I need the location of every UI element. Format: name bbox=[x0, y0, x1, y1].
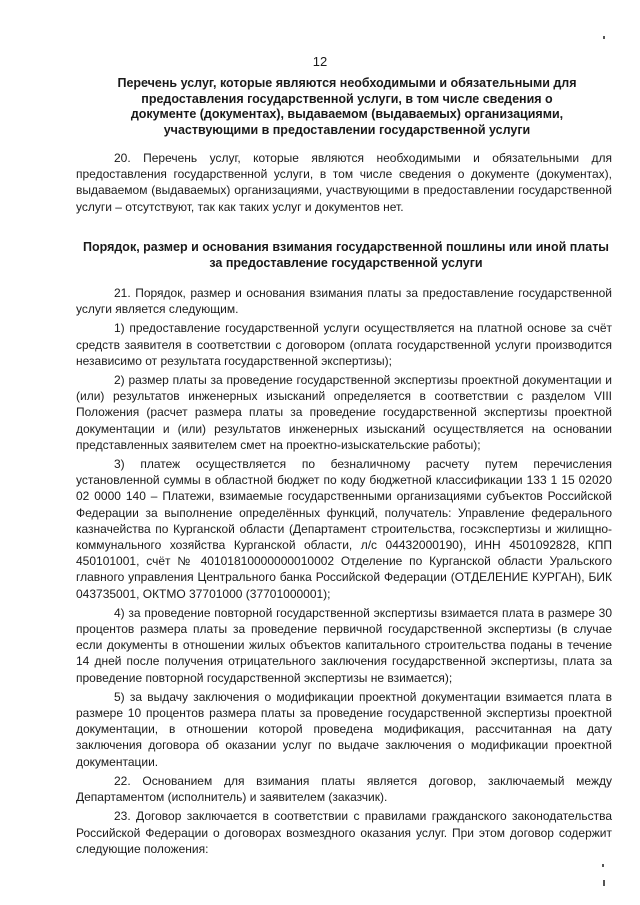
section-heading-fees: Порядок, размер и основания взимания государственной пошлины или иной платы за предоставление государственной услуги bbox=[82, 240, 609, 270]
paragraph-21-item-1: 1) предоставление государственной услуги осуществляется на платной основе за счёт средств заявителя в соответствии с договором (оплата государственной услуги производится независимо от результата государственной экспертизы); bbox=[76, 321, 612, 368]
fees-section-body bbox=[76, 285, 612, 860]
page-number: 12 bbox=[312, 54, 328, 69]
paragraph-23: 23. Договор заключается в соответствии с правилами гражданского законодательства Российской Федерации о договорах возмездного оказания услуг. При этом договор содержит следующие положения: bbox=[76, 809, 612, 856]
scan-mark bbox=[602, 864, 604, 867]
paragraph-21-item-5: 5) за выдачу заключения о модификации проектной документации взимается плата в размере 10 процентов размера платы за проведение государственной экспертизы проектной документации, в отношении которой проведена модификация, рассчитанная на дату заключения договора об оказании услуг по выдаче заключения о модификации проектной документации. bbox=[76, 689, 612, 769]
paragraph-21: 21. Порядок, размер и основания взимания платы за предоставление государственной услуги является следующим. bbox=[76, 286, 612, 317]
paragraph-21-item-3: 3) платеж осуществляется по безналичному расчету путем перечисления установленной суммы в областной бюджет по коду бюджетной классификации 133 1 15 02020 02 0000 140 – Платежи, взимаемые государственными организациями субъектов Российской Федерации за выполнение определённых функций, получатель: Управление федерального казначейства по Курганской области (Департамент строительства, госэкспертизы и жилищно-коммунального хозяйства Курганской области, л/с 04432000190), ИНН 4501092828, КПП 450101001, счёт № 40101810000000010002 Отделение по Курганской области Уральского главного управления Центрального банка Российской Федерации (ОТДЕЛЕНИЕ КУРГАН), БИК 043735001, ОКТМО 37701000 (37701000001); bbox=[76, 457, 612, 601]
scan-mark bbox=[603, 36, 605, 39]
section-heading-services: Перечень услуг, которые являются необходимыми и обязательными для предоставления государственной услуги, в том числе сведения о документе (документах), выдаваемом (выдаваемых) организациями, участвующими в предоставлении государственной услуги bbox=[117, 76, 577, 137]
paragraph-21-item-4: 4) за проведение повторной государственной экспертизы взимается плата в размере 30 процентов размера платы за проведение первичной государственной экспертизы (в случае если документы в отношении жилых объектов капитального строительства поданы в течение 14 дней после получения отрицательного заключения государственной экспертизы, плата за проведение повторной государственной экспертизы не взимается); bbox=[76, 605, 612, 685]
paragraph-21-item-2: 2) размер платы за проведение государственной экспертизы проектной документации и (или) результатов инженерных изысканий определяется в соответствии с разделом VIII Положения (расчет размера платы за проведение государственной экспертизы проектной документации и (или) результатов инженерных изысканий осуществляется на основании представленных заявителем смет на проектно-изыскательские работы); bbox=[76, 373, 612, 452]
paragraph-20: 20. Перечень услуг, которые являются необходимыми и обязательными для предоставления государственной услуги, в том числе сведения о документе (документах), выдаваемом (выдаваемых) организациями, участвующими в предоставлении государственной услуги – отсутствуют, так как таких услуг и документов нет. bbox=[76, 151, 612, 214]
paragraph-22: 22. Основанием для взимания платы является договор, заключаемый между Департаментом (исполнитель) и заявителем (заказчик). bbox=[76, 773, 612, 805]
scan-mark bbox=[603, 880, 605, 886]
